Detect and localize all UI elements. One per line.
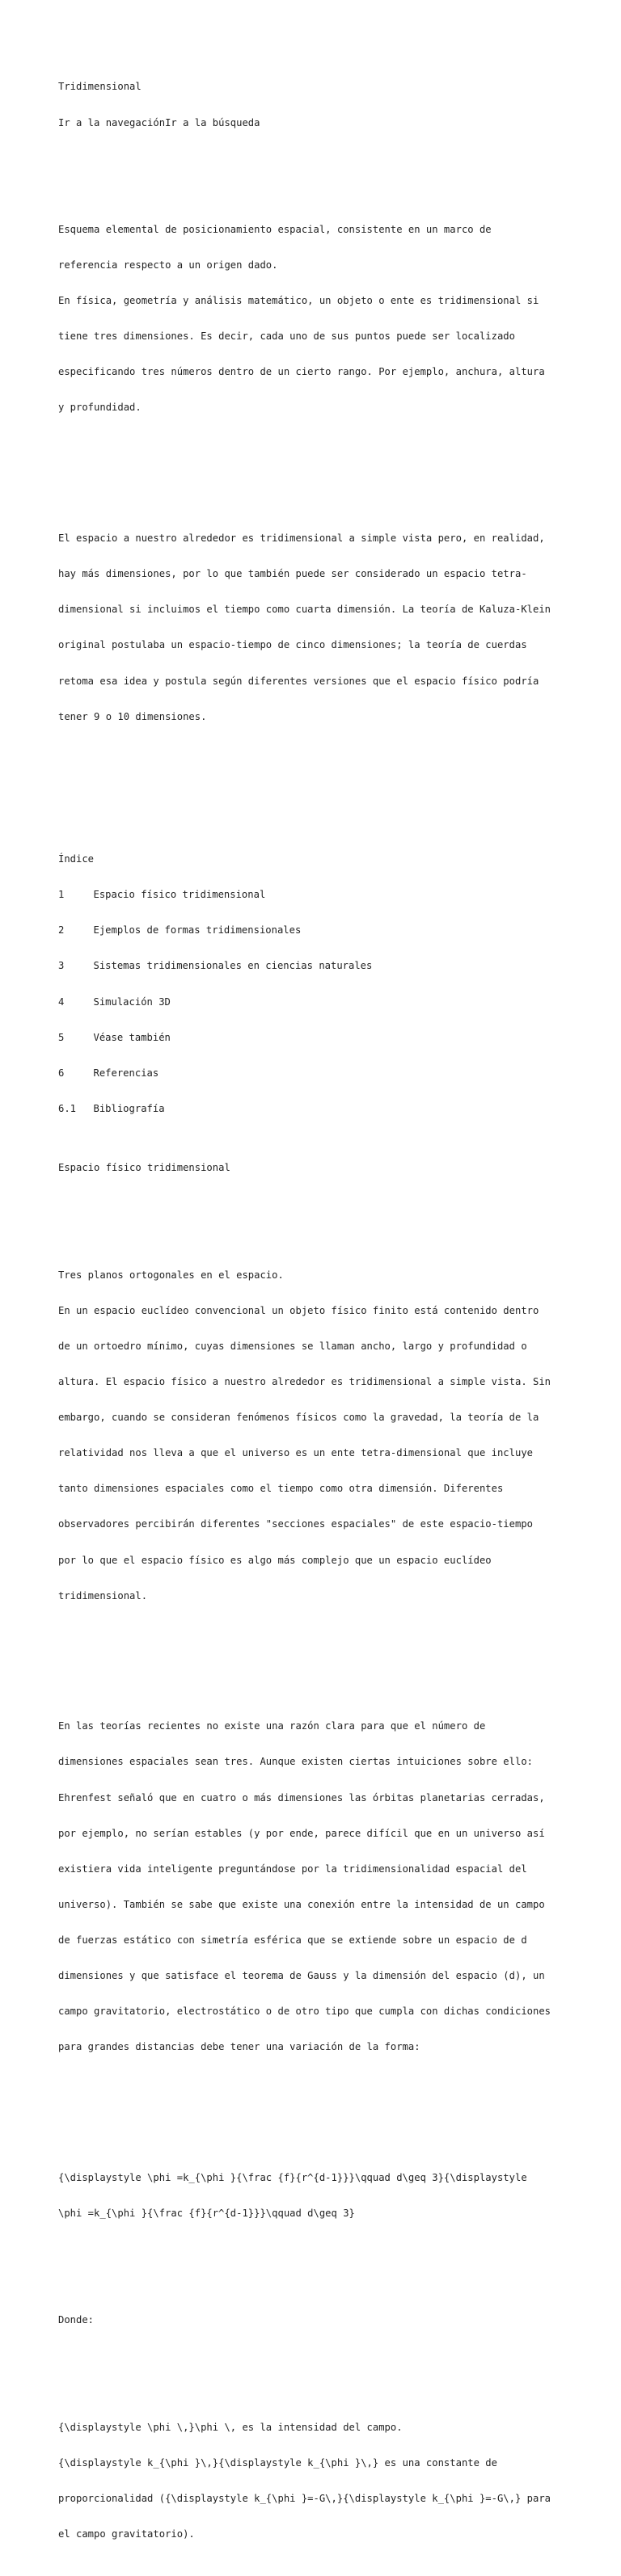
toc-item[interactable] bbox=[58, 1067, 576, 1080]
text-line: tanto dimensiones espaciales como el tiempo como otra dimensión. Diferentes bbox=[58, 1483, 504, 1495]
text-line: de un ortoedro mínimo, cuyas dimensiones se llaman ancho, largo y profundidad o bbox=[58, 1340, 527, 1352]
text-line: por ejemplo, no serían estables (y por ende, parece difícil que en un universo así bbox=[58, 1827, 545, 1839]
text-line: altura. El espacio físico a nuestro alrededor es tridimensional a simple vista. Sin bbox=[58, 1375, 551, 1387]
text-line: En las teorías recientes no existe una razón clara para que el número de bbox=[58, 1720, 486, 1732]
toc-number: 6.1 bbox=[58, 1102, 77, 1114]
text-line: observadores percibirán diferentes "secciones espaciales" de este espacio-tiempo bbox=[58, 1518, 533, 1530]
toc-label: Referencias bbox=[93, 1067, 159, 1079]
text-line: por lo que el espacio físico es algo más complejo que un espacio euclídeo bbox=[58, 1554, 492, 1566]
text-line: hay más dimensiones, por lo que también puede ser considerado un espacio tetra- bbox=[58, 568, 527, 580]
text-line: En física, geometría y análisis matemático, un objeto o ente es tridimensional si bbox=[58, 295, 539, 307]
toc-item[interactable] bbox=[58, 924, 576, 937]
text-line: retoma esa idea y postula según diferentes versiones que el espacio físico podría bbox=[58, 675, 539, 687]
text-line: embargo, cuando se consideran fenómenos físicos como la gravedad, la teoría de la bbox=[58, 1412, 539, 1424]
toc-heading: Índice bbox=[58, 853, 95, 865]
toc-item[interactable] bbox=[58, 1103, 576, 1115]
toc-label: Espacio físico tridimensional bbox=[93, 889, 266, 901]
formula-line: {\displaystyle \phi =k_{\phi }{\frac {f}{r^{d-1}}}\qquad d\geq 3}{\displaystyle bbox=[58, 2172, 527, 2184]
navigation-links[interactable]: Ir a la navegaciónIr a la búsqueda bbox=[58, 116, 260, 128]
spacer bbox=[58, 461, 576, 474]
text-line: para grandes distancias debe tener una variación de la forma: bbox=[58, 2041, 420, 2053]
document-title: Tridimensional bbox=[58, 81, 142, 93]
toc-number: 5 bbox=[58, 1031, 65, 1043]
section-heading: Espacio físico tridimensional bbox=[58, 1162, 230, 1174]
toc-item[interactable] bbox=[58, 996, 576, 1008]
toc-label: Bibliografía bbox=[93, 1102, 165, 1114]
toc-label: Sistemas tridimensionales en ciencias naturales bbox=[93, 960, 373, 972]
text-line: Tres planos ortogonales en el espacio. bbox=[58, 1269, 284, 1281]
text-line: Ehrenfest señaló que en cuatro o más dimensiones las órbitas planetarias cerradas, bbox=[58, 1791, 545, 1804]
spacer bbox=[58, 2267, 576, 2279]
intro-paragraph bbox=[58, 200, 576, 437]
text-line: dimensional si incluimos el tiempo como cuarta dimensión. La teoría de Kaluza-Klein bbox=[58, 604, 551, 616]
text-line: especificando tres números dentro de un cierto rango. Por ejemplo, anchura, altura bbox=[58, 366, 545, 378]
text-line: {\displaystyle k_{\phi }\,}{\displaystyle k_{\phi }\,} es una constante de bbox=[58, 2456, 497, 2469]
text-line: El espacio a nuestro alrededor es tridimensional a simple vista pero, en realidad, bbox=[58, 532, 545, 545]
toc-number: 3 bbox=[58, 960, 65, 972]
text-line: {\displaystyle \phi \,}\phi \, es la intensidad del campo. bbox=[58, 2421, 403, 2433]
text-line: y profundidad. bbox=[58, 402, 142, 414]
toc-item[interactable] bbox=[58, 1032, 576, 1044]
toc-item[interactable] bbox=[58, 960, 576, 972]
text-line: existiera vida inteligente preguntándose por la tridimensionalidad espacial del bbox=[58, 1863, 527, 1875]
toc-label: Véase también bbox=[93, 1031, 171, 1043]
spacer bbox=[58, 2101, 576, 2113]
dimensions-paragraph bbox=[58, 509, 576, 747]
text-line: tridimensional. bbox=[58, 1589, 148, 1602]
toc-number: 4 bbox=[58, 995, 65, 1008]
toc-item[interactable] bbox=[58, 889, 576, 901]
text-line: tener 9 o 10 dimensiones. bbox=[58, 710, 207, 722]
document-page bbox=[58, 57, 576, 2576]
donde-label: Donde: bbox=[58, 2314, 95, 2326]
text-line: Esquema elemental de posicionamiento espacial, consistente en un marco de bbox=[58, 223, 492, 235]
spacer bbox=[58, 1198, 576, 1210]
text-line: original postulaba un espacio-tiempo de cinco dimensiones; la teoría de cuerdas bbox=[58, 639, 527, 651]
text-line: universo). También se sabe que existe una conexión entre la intensidad de un campo bbox=[58, 1898, 545, 1910]
spacer bbox=[58, 153, 576, 165]
spacer bbox=[58, 2351, 576, 2363]
spacer bbox=[58, 770, 576, 793]
text-line: En un espacio euclídeo convencional un objeto físico finito está contenido dentro bbox=[58, 1304, 539, 1316]
text-line: de fuerzas estático con simetría esférica que se extiende sobre un espacio de d bbox=[58, 1934, 527, 1947]
euclidean-space-paragraph bbox=[58, 1245, 576, 1626]
theories-paragraph bbox=[58, 1697, 576, 2077]
toc-number: 6 bbox=[58, 1067, 65, 1079]
text-line: el campo gravitatorio). bbox=[58, 2528, 195, 2540]
text-line: dimensiones espaciales sean tres. Aunque existen ciertas intuiciones sobre ello: bbox=[58, 1756, 533, 1768]
toc-number: 1 bbox=[58, 889, 65, 901]
text-line: relatividad nos lleva a que el universo es un ente tetra-dimensional que incluye bbox=[58, 1447, 533, 1459]
table-of-contents bbox=[58, 830, 576, 1139]
formula-block bbox=[58, 2149, 576, 2244]
spacer bbox=[58, 1649, 576, 1661]
text-line: campo gravitatorio, electrostático o de otro tipo que cumpla con dichas condiciones bbox=[58, 2006, 551, 2018]
text-line: tiene tres dimensiones. Es decir, cada uno de sus puntos puede ser localizado bbox=[58, 330, 515, 343]
toc-label: Ejemplos de formas tridimensionales bbox=[93, 924, 302, 937]
definitions-block bbox=[58, 2397, 576, 2564]
toc-label: Simulación 3D bbox=[93, 995, 171, 1008]
text-line: dimensiones y que satisface el teorema de Gauss y la dimensión del espacio (d), un bbox=[58, 1970, 545, 1982]
toc-number: 2 bbox=[58, 924, 65, 937]
text-line: proporcionalidad ({\displaystyle k_{\phi }=-G\,}{\displaystyle k_{\phi }=-G\,} para bbox=[58, 2493, 551, 2505]
formula-line: \phi =k_{\phi }{\frac {f}{r^{d-1}}}\qquad d\geq 3} bbox=[58, 2208, 355, 2220]
text-line: referencia respecto a un origen dado. bbox=[58, 259, 278, 271]
